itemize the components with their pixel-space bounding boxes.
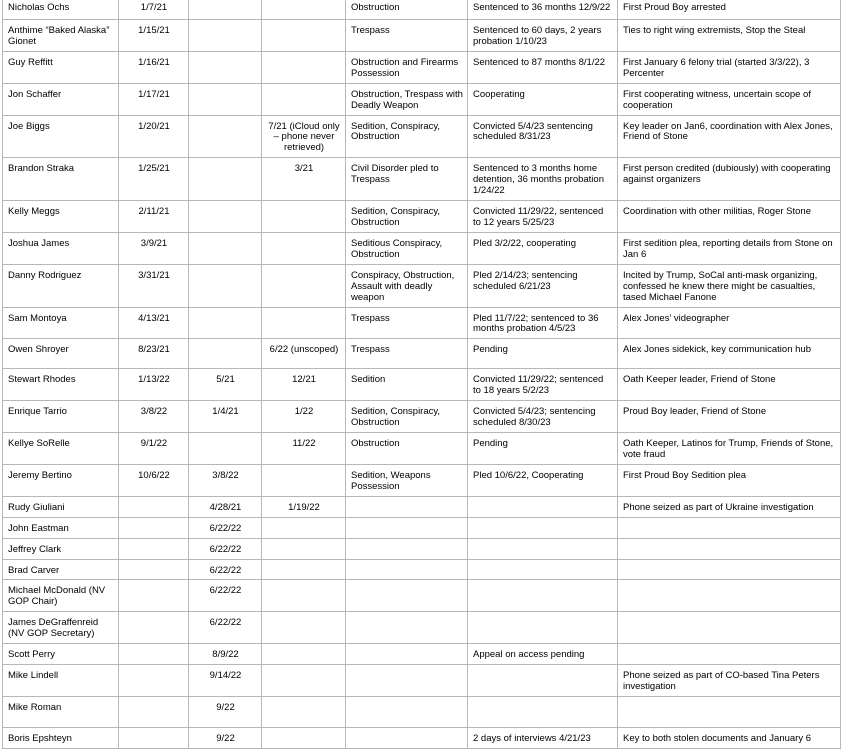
- cell-warrant[interactable]: 5/21: [189, 369, 262, 401]
- cell-notes[interactable]: Oath Keeper leader, Friend of Stone: [618, 369, 841, 401]
- table-row: [3, 307, 841, 339]
- cell-date[interactable]: 3/9/21: [119, 232, 189, 264]
- cell-charges[interactable]: [346, 696, 468, 727]
- cell-warrant[interactable]: [189, 201, 262, 233]
- cell-warrant[interactable]: [189, 264, 262, 307]
- cell-status[interactable]: Pending: [468, 339, 618, 369]
- cell-charges[interactable]: [346, 665, 468, 697]
- cell-date[interactable]: [119, 559, 189, 580]
- table-row: [3, 496, 841, 517]
- cell-phone[interactable]: [262, 264, 346, 307]
- cell-charges[interactable]: Sedition: [346, 369, 468, 401]
- cell-name[interactable]: Joe Biggs: [3, 115, 119, 158]
- cell-warrant[interactable]: [189, 232, 262, 264]
- table-row: [3, 727, 841, 748]
- cell-status[interactable]: Pending: [468, 433, 618, 465]
- cell-name[interactable]: Enrique Tarrio: [3, 401, 119, 433]
- cell-notes[interactable]: [618, 559, 841, 580]
- cell-warrant[interactable]: 9/14/22: [189, 665, 262, 697]
- cell-date[interactable]: 1/13/22: [119, 369, 189, 401]
- cell-date[interactable]: 3/31/21: [119, 264, 189, 307]
- cell-notes[interactable]: First cooperating witness, uncertain scope of cooperation: [618, 83, 841, 115]
- cell-date[interactable]: [119, 612, 189, 644]
- cell-charges[interactable]: [346, 644, 468, 665]
- cell-date[interactable]: [119, 517, 189, 538]
- cell-warrant[interactable]: 6/22/22: [189, 580, 262, 612]
- cell-name[interactable]: Joshua James: [3, 232, 119, 264]
- cell-warrant[interactable]: [189, 307, 262, 339]
- cell-status[interactable]: [468, 580, 618, 612]
- cell-phone[interactable]: 12/21: [262, 369, 346, 401]
- cell-notes[interactable]: First sedition plea, reporting details from Stone on Jan 6: [618, 232, 841, 264]
- table-row: [3, 665, 841, 697]
- cell-notes[interactable]: Ties to right wing extremists, Stop the Steal: [618, 20, 841, 52]
- cell-warrant[interactable]: 1/4/21: [189, 401, 262, 433]
- cell-date[interactable]: [119, 538, 189, 559]
- cell-charges[interactable]: [346, 517, 468, 538]
- cell-name[interactable]: Stewart Rhodes: [3, 369, 119, 401]
- cell-warrant[interactable]: 3/8/22: [189, 464, 262, 496]
- cell-phone[interactable]: [262, 464, 346, 496]
- cell-status[interactable]: Appeal on access pending: [468, 644, 618, 665]
- cell-charges[interactable]: Civil Disorder pled to Trespass: [346, 158, 468, 201]
- cell-notes[interactable]: Phone seized as part of CO-based Tina Peters investigation: [618, 665, 841, 697]
- cell-charges[interactable]: Obstruction: [346, 433, 468, 465]
- cell-name[interactable]: Scott Perry: [3, 644, 119, 665]
- cell-phone[interactable]: [262, 665, 346, 697]
- cell-date[interactable]: [119, 496, 189, 517]
- cell-notes[interactable]: First Proud Boy Sedition plea: [618, 464, 841, 496]
- cell-phone[interactable]: [262, 232, 346, 264]
- cell-name[interactable]: Brad Carver: [3, 559, 119, 580]
- cell-phone[interactable]: [262, 20, 346, 52]
- cell-status[interactable]: [468, 559, 618, 580]
- cell-warrant[interactable]: 6/22/22: [189, 538, 262, 559]
- cell-notes[interactable]: Key leader on Jan6, coordination with Alex Jones, Friend of Stone: [618, 115, 841, 158]
- cell-status[interactable]: [468, 696, 618, 727]
- cell-phone[interactable]: [262, 644, 346, 665]
- cell-charges[interactable]: [346, 538, 468, 559]
- cell-date[interactable]: 10/6/22: [119, 464, 189, 496]
- table-row: [3, 158, 841, 201]
- cell-date[interactable]: [119, 644, 189, 665]
- cell-phone[interactable]: [262, 612, 346, 644]
- cell-phone[interactable]: [262, 517, 346, 538]
- cell-warrant[interactable]: [189, 158, 262, 201]
- cell-name[interactable]: Boris Epshteyn: [3, 727, 119, 748]
- cell-charges[interactable]: Trespass: [346, 20, 468, 52]
- cell-charges[interactable]: Conspiracy, Obstruction, Assault with deadly weapon: [346, 264, 468, 307]
- cell-date[interactable]: 8/23/21: [119, 339, 189, 369]
- cell-name[interactable]: Brandon Straka: [3, 158, 119, 201]
- cell-status[interactable]: Pled 11/7/22; sentenced to 36 months probation 4/5/23: [468, 307, 618, 339]
- cell-phone[interactable]: [262, 727, 346, 748]
- cell-date[interactable]: 1/17/21: [119, 83, 189, 115]
- cell-phone[interactable]: [262, 307, 346, 339]
- cell-warrant[interactable]: 6/22/22: [189, 612, 262, 644]
- cell-phone[interactable]: [262, 580, 346, 612]
- cell-phone[interactable]: 7/21 (iCloud only – phone never retrieved): [262, 115, 346, 158]
- table-row: [3, 232, 841, 264]
- cell-date[interactable]: [119, 580, 189, 612]
- cell-charges[interactable]: Seditious Conspiracy, Obstruction: [346, 232, 468, 264]
- table-row: [3, 264, 841, 307]
- cell-date[interactable]: 3/8/22: [119, 401, 189, 433]
- cell-charges[interactable]: Sedition, Weapons Possession: [346, 464, 468, 496]
- cell-notes[interactable]: Alex Jones sidekick, key communication hub: [618, 339, 841, 369]
- cell-status[interactable]: Convicted 5/4/23; sentencing scheduled 8/30/23: [468, 401, 618, 433]
- cell-date[interactable]: 1/7/21: [119, 0, 189, 20]
- cell-status[interactable]: Cooperating: [468, 83, 618, 115]
- cell-notes[interactable]: [618, 517, 841, 538]
- table-row: [3, 612, 841, 644]
- cell-charges[interactable]: Obstruction and Firearms Possession: [346, 51, 468, 83]
- cell-date[interactable]: 1/16/21: [119, 51, 189, 83]
- cell-notes[interactable]: Coordination with other militias, Roger Stone: [618, 201, 841, 233]
- cell-name[interactable]: Jeremy Bertino: [3, 464, 119, 496]
- cell-phone[interactable]: 11/22: [262, 433, 346, 465]
- cell-name[interactable]: John Eastman: [3, 517, 119, 538]
- cell-warrant[interactable]: 9/22: [189, 696, 262, 727]
- cell-warrant[interactable]: 6/22/22: [189, 517, 262, 538]
- cell-notes[interactable]: [618, 644, 841, 665]
- cell-notes[interactable]: Oath Keeper, Latinos for Trump, Friends of Stone, vote fraud: [618, 433, 841, 465]
- cell-charges[interactable]: Trespass: [346, 307, 468, 339]
- cell-charges[interactable]: Obstruction: [346, 0, 468, 20]
- cell-name[interactable]: Kelly Meggs: [3, 201, 119, 233]
- cell-notes[interactable]: First person credited (dubiously) with cooperating against organizers: [618, 158, 841, 201]
- cell-phone[interactable]: [262, 201, 346, 233]
- cell-name[interactable]: Michael McDonald (NV GOP Chair): [3, 580, 119, 612]
- table-row: [3, 201, 841, 233]
- cell-phone[interactable]: 1/22: [262, 401, 346, 433]
- cell-charges[interactable]: [346, 559, 468, 580]
- data-table: [2, 0, 841, 749]
- cell-charges[interactable]: [346, 612, 468, 644]
- cell-status[interactable]: Sentenced to 3 months home detention, 36 months probation 1/24/22: [468, 158, 618, 201]
- cell-date[interactable]: 1/25/21: [119, 158, 189, 201]
- table-row: [3, 83, 841, 115]
- cell-charges[interactable]: [346, 580, 468, 612]
- cell-status[interactable]: [468, 538, 618, 559]
- cell-name[interactable]: Owen Shroyer: [3, 339, 119, 369]
- cell-notes[interactable]: [618, 580, 841, 612]
- cell-status[interactable]: [468, 517, 618, 538]
- cell-name[interactable]: Rudy Giuliani: [3, 496, 119, 517]
- table-row: [3, 20, 841, 52]
- cell-notes[interactable]: Phone seized as part of Ukraine investigation: [618, 496, 841, 517]
- cell-notes[interactable]: Key to both stolen documents and January 6: [618, 727, 841, 748]
- cell-date[interactable]: 9/1/22: [119, 433, 189, 465]
- cell-warrant[interactable]: 9/22: [189, 727, 262, 748]
- cell-charges[interactable]: Sedition, Conspiracy, Obstruction: [346, 115, 468, 158]
- cell-phone[interactable]: [262, 538, 346, 559]
- table-row: [3, 433, 841, 465]
- cell-name[interactable]: Jeffrey Clark: [3, 538, 119, 559]
- table-row: [3, 464, 841, 496]
- cell-status[interactable]: Pled 2/14/23; sentencing scheduled 6/21/23: [468, 264, 618, 307]
- cell-charges[interactable]: Sedition, Conspiracy, Obstruction: [346, 401, 468, 433]
- cell-notes[interactable]: First Proud Boy arrested: [618, 0, 841, 20]
- cell-notes[interactable]: First January 6 felony trial (started 3/3/22), 3 Percenter: [618, 51, 841, 83]
- cell-phone[interactable]: [262, 0, 346, 20]
- cell-status[interactable]: Sentenced to 36 months 12/9/22: [468, 0, 618, 20]
- cell-phone[interactable]: [262, 696, 346, 727]
- table-row: [3, 538, 841, 559]
- cell-notes[interactable]: [618, 612, 841, 644]
- cell-warrant[interactable]: [189, 20, 262, 52]
- cell-charges[interactable]: [346, 496, 468, 517]
- cell-phone[interactable]: 3/21: [262, 158, 346, 201]
- cell-date[interactable]: [119, 696, 189, 727]
- cell-name[interactable]: Anthime “Baked Alaska” Gionet: [3, 20, 119, 52]
- cell-charges[interactable]: Trespass: [346, 339, 468, 369]
- cell-charges[interactable]: Sedition, Conspiracy, Obstruction: [346, 201, 468, 233]
- cell-status[interactable]: Pled 10/6/22, Cooperating: [468, 464, 618, 496]
- cell-warrant[interactable]: 6/22/22: [189, 559, 262, 580]
- cell-status[interactable]: Convicted 11/29/22; sentenced to 18 years 5/2/23: [468, 369, 618, 401]
- table-body: [3, 0, 841, 748]
- table-row: [3, 51, 841, 83]
- cell-date[interactable]: 1/15/21: [119, 20, 189, 52]
- cell-status[interactable]: [468, 665, 618, 697]
- table-row: [3, 644, 841, 665]
- cell-warrant[interactable]: [189, 83, 262, 115]
- cell-date[interactable]: 2/11/21: [119, 201, 189, 233]
- cell-status[interactable]: Sentenced to 87 months 8/1/22: [468, 51, 618, 83]
- cell-name[interactable]: Nicholas Ochs: [3, 0, 119, 20]
- cell-name[interactable]: Mike Lindell: [3, 665, 119, 697]
- cell-status[interactable]: 2 days of interviews 4/21/23: [468, 727, 618, 748]
- cell-warrant[interactable]: [189, 0, 262, 20]
- cell-status[interactable]: Convicted 5/4/23 sentencing scheduled 8/31/23: [468, 115, 618, 158]
- cell-warrant[interactable]: 8/9/22: [189, 644, 262, 665]
- table-row: [3, 580, 841, 612]
- cell-warrant[interactable]: 4/28/21: [189, 496, 262, 517]
- cell-status[interactable]: [468, 612, 618, 644]
- cell-date[interactable]: 1/20/21: [119, 115, 189, 158]
- cell-status[interactable]: Sentenced to 60 days, 2 years probation 1/10/23: [468, 20, 618, 52]
- cell-name[interactable]: Jon Schaffer: [3, 83, 119, 115]
- cell-phone[interactable]: 1/19/22: [262, 496, 346, 517]
- cell-notes[interactable]: Alex Jones’ videographer: [618, 307, 841, 339]
- table-row: [3, 369, 841, 401]
- cell-name[interactable]: Guy Reffitt: [3, 51, 119, 83]
- cell-name[interactable]: Kellye SoRelle: [3, 433, 119, 465]
- cell-charges[interactable]: Obstruction, Trespass with Deadly Weapon: [346, 83, 468, 115]
- cell-name[interactable]: Mike Roman: [3, 696, 119, 727]
- cell-phone[interactable]: [262, 51, 346, 83]
- table-row: [3, 401, 841, 433]
- cell-date[interactable]: [119, 665, 189, 697]
- cell-notes[interactable]: [618, 696, 841, 727]
- cell-notes[interactable]: Proud Boy leader, Friend of Stone: [618, 401, 841, 433]
- cell-phone[interactable]: [262, 559, 346, 580]
- table-row: [3, 559, 841, 580]
- cell-date[interactable]: 4/13/21: [119, 307, 189, 339]
- cell-name[interactable]: Sam Montoya: [3, 307, 119, 339]
- cell-notes[interactable]: Incited by Trump, SoCal anti-mask organizing, confessed he knew there might be casualties, tased Michael Fanone: [618, 264, 841, 307]
- cell-warrant[interactable]: [189, 115, 262, 158]
- cell-notes[interactable]: [618, 538, 841, 559]
- table-row: [3, 0, 841, 20]
- table-row: [3, 517, 841, 538]
- cell-phone[interactable]: [262, 83, 346, 115]
- cell-warrant[interactable]: [189, 339, 262, 369]
- cell-phone[interactable]: 6/22 (unscoped): [262, 339, 346, 369]
- cell-name[interactable]: James DeGraffenreid (NV GOP Secretary): [3, 612, 119, 644]
- cell-name[interactable]: Danny Rodriguez: [3, 264, 119, 307]
- cell-date[interactable]: [119, 727, 189, 748]
- cell-warrant[interactable]: [189, 433, 262, 465]
- cell-status[interactable]: [468, 496, 618, 517]
- cell-status[interactable]: Convicted 11/29/22, sentenced to 12 years 5/25/23: [468, 201, 618, 233]
- cell-status[interactable]: Pled 3/2/22, cooperating: [468, 232, 618, 264]
- cell-warrant[interactable]: [189, 51, 262, 83]
- cell-charges[interactable]: [346, 727, 468, 748]
- table-row: [3, 696, 841, 727]
- table-row: [3, 339, 841, 369]
- table-row: [3, 115, 841, 158]
